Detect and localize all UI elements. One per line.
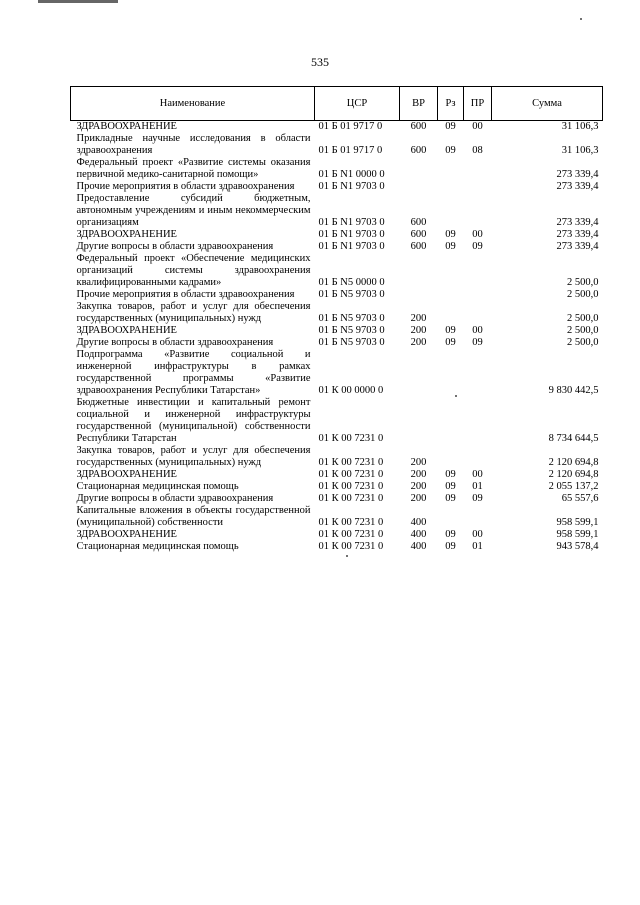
table-row [71, 121, 603, 134]
cell-name: Предоставление субсидий бюджетным, автономным учреждениям и иным некоммерческим организациям [76, 193, 311, 228]
cell-sum: 273 339,4 [556, 229, 599, 240]
cell-csr: 01 Б 01 9717 0 [318, 145, 383, 156]
cell-vr: 200 [410, 337, 427, 348]
cell-name: Бюджетные инвестиции и капитальный ремонт социальной и инженерной инфраструктуры государственной (муниципальной) собственности Республики Татарстан [76, 397, 311, 444]
cell-vr [400, 289, 438, 301]
cell-rz: 09 [445, 481, 456, 492]
cell-vr: 200 [410, 481, 427, 492]
cell-vr: 200 [410, 313, 427, 324]
cell-pr: 09 [472, 337, 483, 348]
cell-vr: 600 [410, 241, 427, 252]
cell-vr [400, 397, 438, 445]
cell-vr [400, 157, 438, 181]
cell-sum: 273 339,4 [556, 217, 599, 228]
table-row [71, 505, 603, 529]
cell-csr: 01 К 00 7231 0 [318, 433, 384, 444]
cell-csr: 01 К 00 7231 0 [318, 469, 384, 480]
table-row [71, 157, 603, 181]
cell-rz [438, 349, 464, 397]
header-row [71, 87, 603, 121]
cell-rz: 09 [445, 145, 456, 156]
cell-sum: 273 339,4 [556, 241, 599, 252]
cell-pr: 09 [472, 493, 483, 504]
cell-pr: 00 [472, 121, 483, 132]
cell-pr [464, 349, 492, 397]
cell-sum: 273 339,4 [556, 169, 599, 180]
cell-csr: 01 Б N5 0000 0 [318, 277, 385, 288]
cell-rz [438, 397, 464, 445]
cell-rz: 09 [445, 493, 456, 504]
cell-vr: 600 [410, 121, 427, 132]
header-name: Наименование [71, 87, 315, 121]
cell-vr [400, 253, 438, 289]
cell-pr: 00 [472, 325, 483, 336]
cell-sum: 2 500,0 [567, 313, 599, 324]
cell-csr: 01 Б N1 9703 0 [318, 181, 385, 192]
cell-pr: 08 [472, 145, 483, 156]
table-row [71, 133, 603, 157]
table-row [71, 253, 603, 289]
cell-vr: 400 [410, 541, 427, 552]
cell-name: Другие вопросы в области здравоохранения [76, 493, 274, 504]
cell-sum: 31 106,3 [561, 145, 599, 156]
cell-rz: 09 [445, 121, 456, 132]
table-row [71, 181, 603, 193]
cell-rz [438, 445, 464, 469]
cell-rz: 09 [445, 229, 456, 240]
cell-pr [464, 193, 492, 229]
cell-pr [464, 253, 492, 289]
cell-pr: 00 [472, 229, 483, 240]
cell-name: Стационарная медицинская помощь [76, 541, 239, 552]
cell-vr: 400 [410, 529, 427, 540]
table-row [71, 289, 603, 301]
cell-pr: 01 [472, 481, 483, 492]
cell-pr [464, 181, 492, 193]
cell-name: ЗДРАВООХРАНЕНИЕ [76, 229, 177, 240]
cell-pr [464, 397, 492, 445]
cell-pr: 09 [472, 241, 483, 252]
cell-vr [400, 181, 438, 193]
cell-pr [464, 301, 492, 325]
cell-rz [438, 253, 464, 289]
header-csr: ЦСР [315, 87, 400, 121]
cell-pr: 00 [472, 469, 483, 480]
cell-vr: 200 [410, 469, 427, 480]
table-row [71, 481, 603, 493]
cell-sum: 2 500,0 [567, 277, 599, 288]
cell-sum: 9 830 442,5 [548, 385, 599, 396]
cell-pr: 00 [472, 529, 483, 540]
cell-pr [464, 505, 492, 529]
cell-csr: 01 К 00 7231 0 [318, 529, 384, 540]
cell-name: Закупка товаров, работ и услуг для обеспечения государственных (муниципальных) нужд [76, 301, 311, 324]
cell-name: Подпрограмма «Развитие социальной и инженерной инфраструктуры в рамках государственной программы «Развитие здравоохранения Республики Татарстан» [76, 349, 311, 396]
cell-rz: 09 [445, 337, 456, 348]
cell-csr: 01 Б N5 9703 0 [318, 337, 385, 348]
header-pr: ПР [464, 87, 492, 121]
cell-name: Прочие мероприятия в области здравоохранения [76, 181, 295, 192]
cell-vr: 200 [410, 457, 427, 468]
cell-rz [438, 289, 464, 301]
scan-edge-mark [38, 0, 118, 3]
cell-sum: 273 339,4 [556, 181, 599, 192]
cell-csr: 01 К 00 7231 0 [318, 457, 384, 468]
cell-pr [464, 289, 492, 301]
cell-vr: 200 [410, 325, 427, 336]
table-row [71, 241, 603, 253]
cell-name: Федеральный проект «Развитие системы оказания первичной медико-санитарной помощи» [76, 157, 311, 180]
cell-sum: 65 557,6 [561, 493, 599, 504]
cell-name: ЗДРАВООХРАНЕНИЕ [76, 121, 177, 132]
cell-csr: 01 Б N1 0000 0 [318, 169, 385, 180]
cell-csr: 01 Б N5 9703 0 [318, 313, 385, 324]
scan-speck [346, 555, 348, 557]
cell-rz [438, 301, 464, 325]
cell-csr: 01 К 00 7231 0 [318, 541, 384, 552]
cell-sum: 8 734 644,5 [548, 433, 599, 444]
table-row [71, 337, 603, 349]
table-row [71, 445, 603, 469]
scan-speck [580, 18, 582, 20]
cell-rz [438, 193, 464, 229]
cell-vr: 600 [410, 229, 427, 240]
table-header [71, 87, 603, 121]
cell-rz [438, 181, 464, 193]
cell-csr: 01 Б N1 9703 0 [318, 241, 385, 252]
cell-sum: 958 599,1 [556, 517, 599, 528]
table-row [71, 229, 603, 241]
cell-csr: 01 Б N5 9703 0 [318, 289, 385, 300]
cell-csr: 01 К 00 7231 0 [318, 517, 384, 528]
cell-sum: 2 500,0 [567, 325, 599, 336]
cell-vr [400, 349, 438, 397]
cell-csr: 01 К 00 7231 0 [318, 481, 384, 492]
cell-name: Закупка товаров, работ и услуг для обеспечения государственных (муниципальных) нужд [76, 445, 311, 468]
cell-name: Другие вопросы в области здравоохранения [76, 241, 274, 252]
cell-vr: 600 [410, 217, 427, 228]
table-row [71, 493, 603, 505]
cell-vr: 400 [410, 517, 427, 528]
table-body [71, 121, 603, 554]
cell-name: Капитальные вложения в объекты государственной (муниципальной) собственности [76, 505, 311, 528]
cell-name: Другие вопросы в области здравоохранения [76, 337, 274, 348]
cell-name: ЗДРАВООХРАНЕНИЕ [76, 529, 177, 540]
cell-sum: 958 599,1 [556, 529, 599, 540]
table-row [71, 397, 603, 445]
cell-csr: 01 Б N1 9703 0 [318, 229, 385, 240]
cell-vr: 200 [410, 493, 427, 504]
cell-sum: 2 120 694,8 [548, 469, 599, 480]
table-row [71, 301, 603, 325]
cell-sum: 2 500,0 [567, 337, 599, 348]
cell-rz: 09 [445, 541, 456, 552]
cell-rz: 09 [445, 469, 456, 480]
table-row [71, 349, 603, 397]
cell-csr: 01 Б 01 9717 0 [318, 121, 383, 132]
cell-name: Прочие мероприятия в области здравоохранения [76, 289, 295, 300]
table-row [71, 193, 603, 229]
cell-name: Прикладные научные исследования в области здравоохранения [76, 133, 311, 156]
table-row [71, 529, 603, 541]
cell-rz [438, 157, 464, 181]
header-rz: Рз [438, 87, 464, 121]
cell-pr [464, 157, 492, 181]
cell-name: Федеральный проект «Обеспечение медицинских организаций системы здравоохранения квалифицированными кадрами» [76, 253, 311, 288]
cell-rz: 09 [445, 325, 456, 336]
cell-rz [438, 505, 464, 529]
page-number: 535 [311, 55, 329, 69]
cell-name: ЗДРАВООХРАНЕНИЕ [76, 325, 177, 336]
cell-csr: 01 К 00 7231 0 [318, 493, 384, 504]
cell-vr: 600 [410, 145, 427, 156]
cell-name: Стационарная медицинская помощь [76, 481, 239, 492]
cell-name: ЗДРАВООХРАНЕНИЕ [76, 469, 177, 480]
cell-sum: 2 500,0 [567, 289, 599, 300]
cell-csr: 01 Б N1 9703 0 [318, 217, 385, 228]
table-row [71, 469, 603, 481]
header-sum: Сумма [492, 87, 603, 121]
cell-pr: 01 [472, 541, 483, 552]
cell-csr: 01 Б N5 9703 0 [318, 325, 385, 336]
table-row [71, 325, 603, 337]
cell-csr: 01 К 00 0000 0 [318, 385, 384, 396]
table-row [71, 541, 603, 553]
header-vr: ВР [400, 87, 438, 121]
cell-rz: 09 [445, 241, 456, 252]
cell-sum: 31 106,3 [561, 121, 599, 132]
cell-sum: 943 578,4 [556, 541, 599, 552]
cell-rz: 09 [445, 529, 456, 540]
cell-sum: 2 055 137,2 [548, 481, 599, 492]
budget-table [70, 86, 603, 553]
cell-pr [464, 445, 492, 469]
cell-sum: 2 120 694,8 [548, 457, 599, 468]
